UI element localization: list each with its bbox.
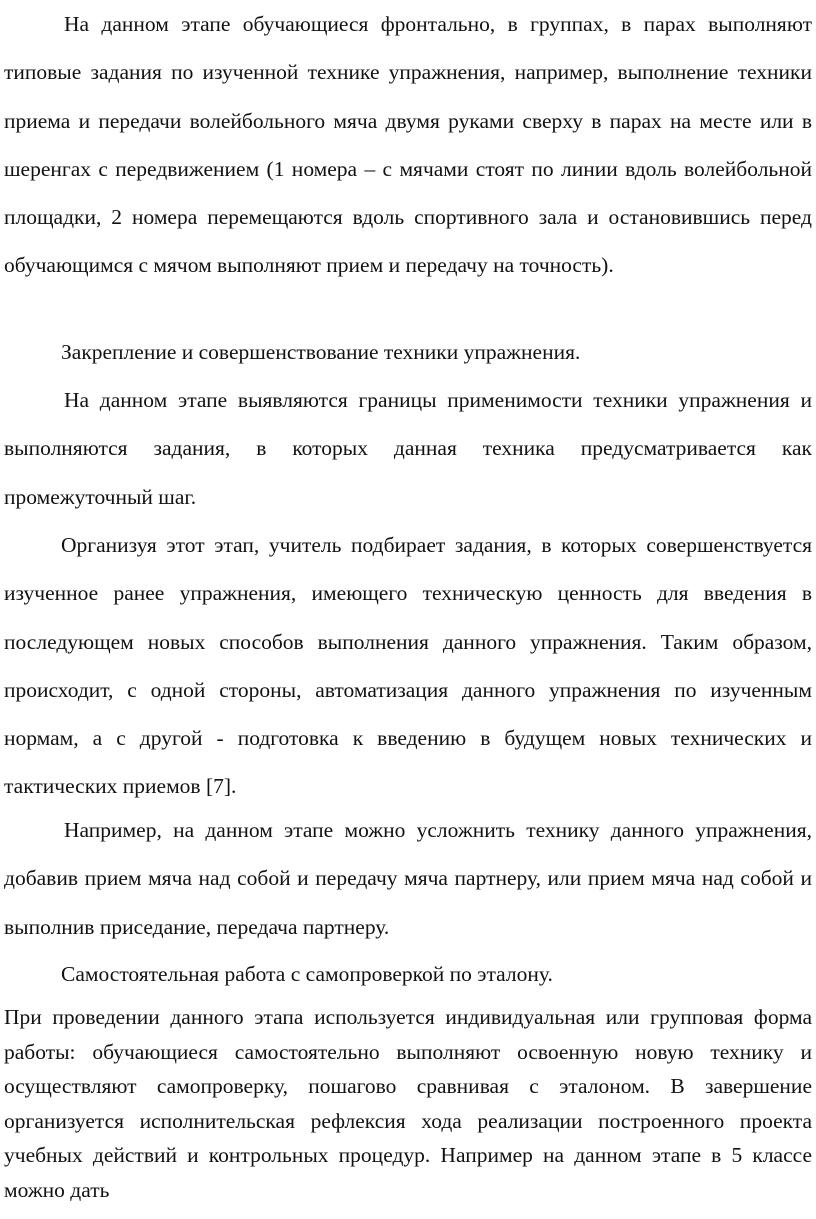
paragraph-organization: Организуя этот этап, учитель подбирает задания, в которых совершенствуется изученное ранее упражнения, имеющего техническую ценность для введения в последующем новых способов выполнения данного упражнения. Таким образом, происходит, с одной стороны, автоматизация данного упражнения по изученным нормам, а с другой - подготовка к введению в будущем новых технических и тактических приемов [7]. [4,533,812,799]
section-heading-consolidation: Закрепление и совершенствование техники упражнения. [61,340,581,364]
paragraph-stage-practice: На данном этапе обучающиеся фронтально, в группах, в парах выполняют типовые задания по изученной технике упражнения, например, выполнение техники приема и передачи волейбольного мяча двумя руками сверху в парах на месте или в шеренгах с передвижением (1 номера – с мячами стоят по линии вдоль волейбольной площадки, 2 номера перемещаются вдоль спортивного зала и остановившись перед обучающимся с мячом выполняют прием и передачу на точность). [4,12,812,278]
paragraph-self-check: При проведении данного этапа используется индивидуальная или групповая форма работы: обучающиеся самостоятельно выполняют освоенную новую технику и осуществляют самопроверку, пошагово сравнивая с эталоном. В завершение организуется исполнительская рефлексия хода реализации построенного проекта учебных действий и контрольных процедур. Например на данном этапе в 5 классе можно дать [4,1005,812,1202]
section-heading-self-check: Самостоятельная работа с самопроверкой по эталону. [61,962,553,986]
paragraph-applicability: На данном этапе выявляются границы применимости техники упражнения и выполняются задания, в которых данная техника предусматривается как промежуточный шаг. [4,388,812,509]
paragraph-example: Например, на данном этапе можно усложнить технику данного упражнения, добавив прием мяча над собой и передачу мяча партнеру, или прием мяча над собой и выполнив приседание, передача партнеру. [4,818,812,939]
